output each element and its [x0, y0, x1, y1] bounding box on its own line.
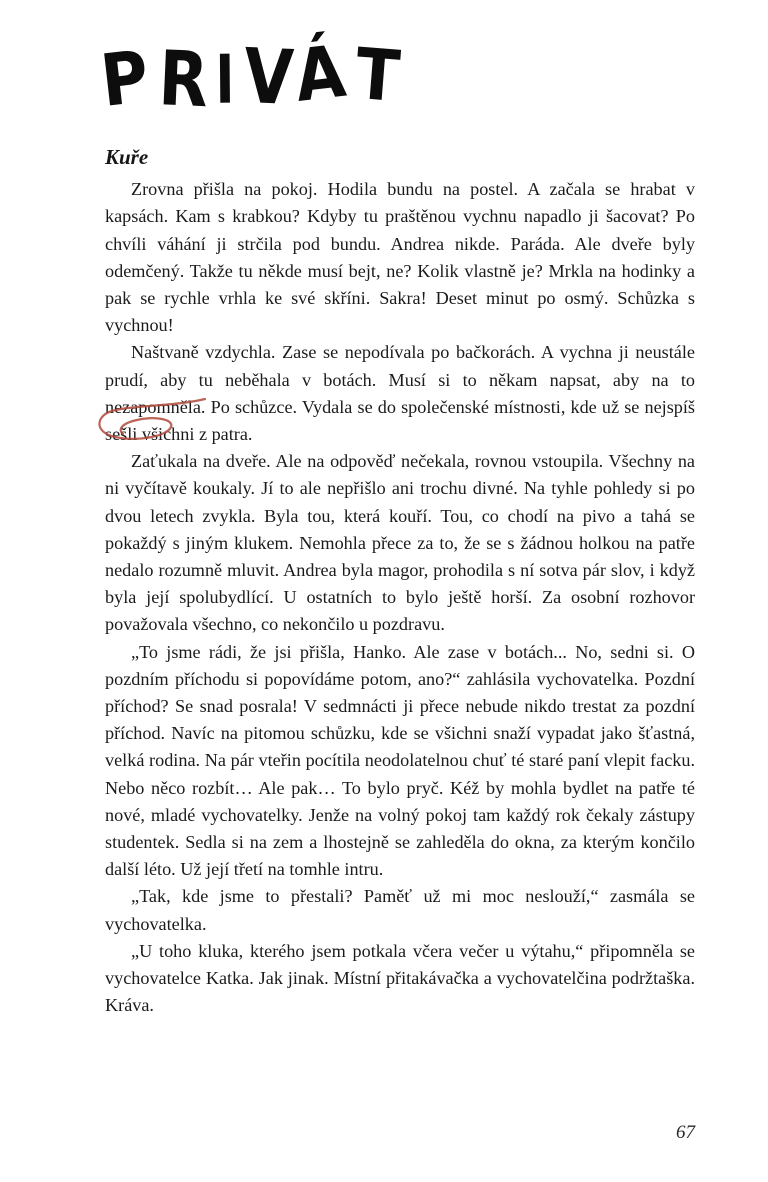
paragraph-4 [105, 639, 695, 884]
book-title: PRIVÁT [96, 30, 409, 126]
paragraph-1 [105, 176, 695, 339]
chapter-heading: Kuře [105, 145, 149, 170]
paragraph-text: „To jsme rádi, že jsi přišla, Hanko. Ale zase v botách... No, sedni si. O pozdním příchodu si popovídáme potom, ano?“ zahlásila vychovatelka. Pozdní příchod? Se snad posrala! V sedmnácti ji přece nebude nikdo trestat za pozdní příchod. Navíc na pitomou schůzku, kde se všichni snaží vypadat jako šťastná, velká rodina. Na pár vteřin pocítila neodolatelnou chuť té staré paní vlepit facku. Nebo něco rozbít… Ale pak… To bylo pryč. Kéž by mohla bydlet na patře té nové, mladé vychovatelky. Jenže na volný pokoj tam každý rok čekaly zástupy studentek. Sedla si na zem a lhostejně se zahleděla do okna, za kterým končilo další léto. Už její třetí na tomhle intru. [105, 641, 695, 880]
body-text [105, 176, 695, 1019]
paragraph-3 [105, 448, 695, 638]
paragraph-text: Zaťukala na dveře. Ale na odpověď nečekala, rovnou vstoupila. Všechny na ni vyčítavě koukaly. Jí to ale nepřišlo ani trochu divné. Na tyhle pohledy si po dvou letech zvykla. Byla tou, která kouří. Tou, co chodí na pivo a tahá se pokaždý s jiným klukem. Nemohla přece za to, že se s žádnou holkou na patře nedalo rozumně mluvit. Andrea byla magor, prohodila s ní sotva pár slov, i když byla její spolubydlící. U ostatních to bylo ještě horší. Za osobní rozhovor považovala všechno, co nekončilo u pozdravu. [105, 451, 695, 635]
paragraph-text: Zrovna přišla na pokoj. Hodila bundu na postel. A začala se hrabat v kapsách. Kam s krabkou? Kdyby tu praštěnou vychnu napadlo ji šacovat? Po chvíli váhání ji strčila pod bundu. Andrea nikde. Paráda. Ale dveře byly odemčený. Takže tu někde musí bejt, ne? Kolik vlastně je? Mrkla na hodinky a pak se rychle vrhla ke své skříni. Sakra! Deset minut po osmý. Schůzka s vychnou! [105, 179, 695, 336]
paragraph-text: Naštvaně vzdychla. Zase se nepodívala po bačkorách. A vychna ji neustále prudí, aby tu neběhala v botách. Musí si to někam napsat, aby na to nezapomněla. Po schůzce. Vydala se do společenské místnosti, kde už se nejspíš sešli všichni z patra. [105, 342, 695, 445]
paragraph-6 [105, 938, 695, 1020]
page-number: 67 [676, 1122, 695, 1143]
paragraph-text: „U toho kluka, kterého jsem potkala včera večer u výtahu,“ připomněla se vychovatelce Katka. Jak jinak. Místní přitakávačka a vychovatelčina podržtaška. Kráva. [105, 940, 695, 1016]
paragraph-2 [105, 339, 695, 448]
paragraph-5 [105, 883, 695, 937]
paragraph-text: „Tak, kde jsme to přestali? Paměť už mi moc neslouží,“ zasmála se vychovatelka. [105, 886, 695, 934]
